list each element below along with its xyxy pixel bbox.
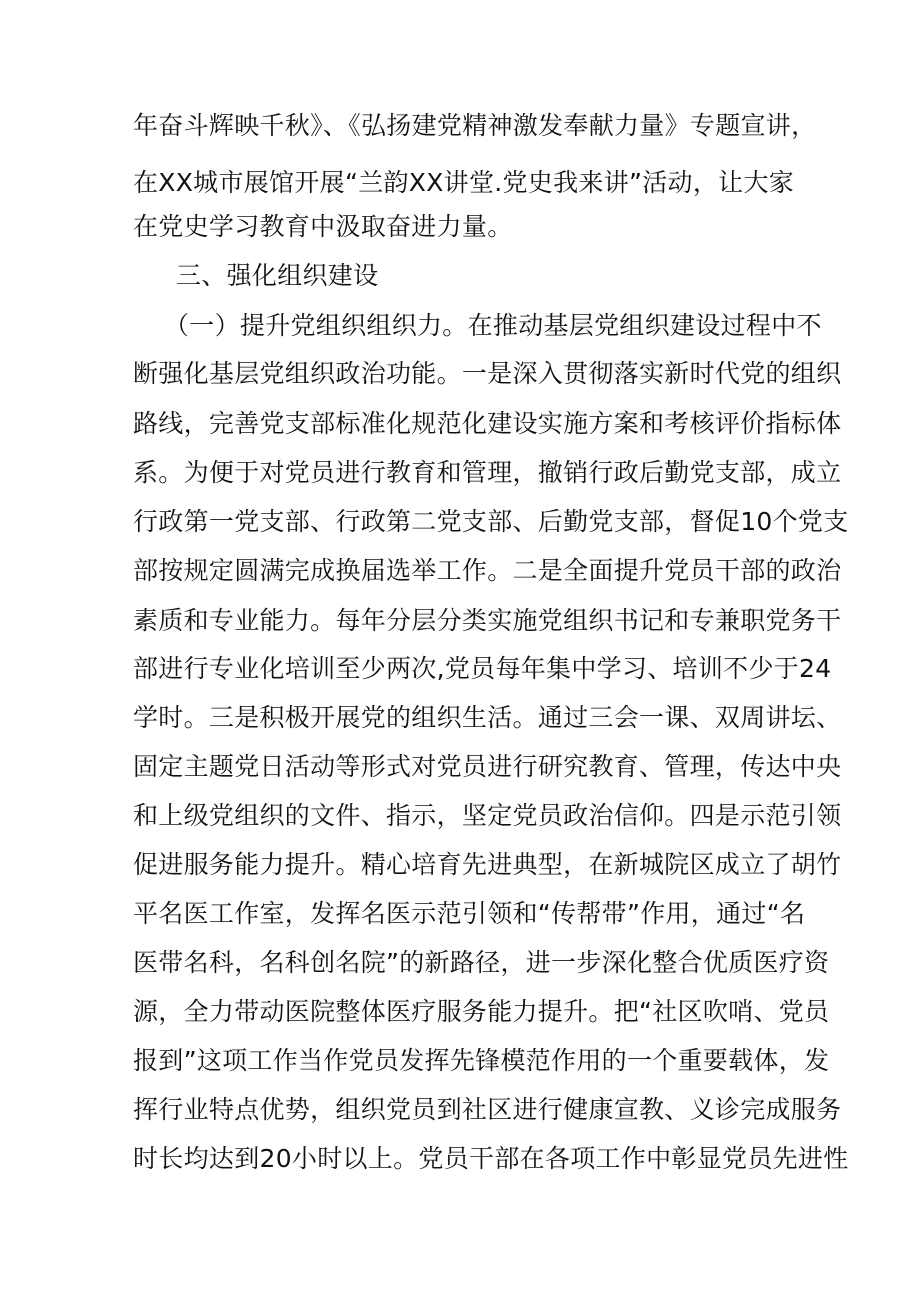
- text-line: 学时。三是积极开展党的组织生活。通过三会一课、双周讲坛、: [133, 703, 842, 732]
- text-line: 年奋斗辉映千秋》、《弘扬建党精神激发奉献力量》专题宣讲，: [133, 111, 817, 140]
- text-line: 促进服务能力提升。精心培育先进典型，在新城院区成立了胡竹: [133, 850, 842, 879]
- text-line: 素质和专业能力。每年分层分类实施党组织书记和专兼职党务干: [133, 606, 842, 635]
- text-line: 系。为便于对党员进行教育和管理，撤销行政后勤党支部，成立: [133, 458, 842, 487]
- text-line: 时长均达到20小时以上。党员干部在各项工作中彰显党员先进性: [133, 1144, 849, 1173]
- text-line: 断强化基层党组织政治功能。一是深入贯彻落实新时代党的组织: [133, 359, 842, 388]
- text-line: 源，全力带动医院整体医疗服务能力提升。把“社区吹哨、党员: [133, 997, 830, 1026]
- text-line: 部进行专业化培训至少两次,党员每年集中学习、培训不少于24: [133, 654, 832, 683]
- text-line: （一）提升党组织组织力。在推动基层党组织建设过程中不: [164, 311, 822, 340]
- text-line: 医带名科，名科创名院”的新路径，进一步深化整合优质医疗资: [133, 948, 830, 977]
- text-line: 报到”这项工作当作党员发挥先锋模范作用的一个重要载体，发: [133, 1046, 830, 1075]
- text-line: 在XX城市展馆开展“兰韵XX讲堂.党史我来讲”活动，让大家: [133, 168, 795, 197]
- text-line: 平名医工作室，发挥名医示范引领和“传帮带”作用，通过“名: [133, 899, 806, 928]
- text-line: 路线，完善党支部标准化规范化建设实施方案和考核评价指标体: [133, 409, 842, 438]
- text-line: 和上级党组织的文件、指示，坚定党员政治信仰。四是示范引领: [133, 801, 842, 830]
- section-heading: 三、强化组织建设: [176, 261, 379, 290]
- text-line: 在党史学习教育中汲取奋进力量。: [133, 212, 513, 241]
- text-line: 固定主题党日活动等形式对党员进行研究教育、管理，传达中央: [133, 752, 842, 781]
- text-line: 部按规定圆满完成换届选举工作。二是全面提升党员干部的政治: [133, 556, 842, 585]
- text-line: 挥行业特点优势，组织党员到社区进行健康宣教、义诊完成服务: [133, 1095, 842, 1124]
- text-line: 行政第一党支部、行政第二党支部、后勤党支部，督促10个党支: [133, 507, 849, 536]
